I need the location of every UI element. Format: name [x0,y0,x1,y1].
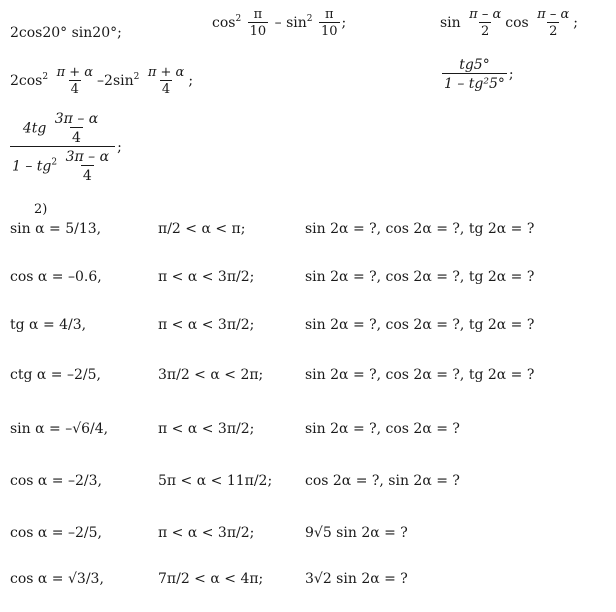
row-angle-range: 5π < α < 11π/2; [158,473,273,489]
expr-text: 2cos20° sin20°; [10,25,122,41]
row-task: sin 2α = ?, cos 2α = ?, tg 2α = ? [305,317,535,333]
row-task: 9√5 sin 2α = ? [305,525,408,541]
expr-cos2-sin2: $\cos^2$ $\frac{\pi}{10}$ – $\sin^2$ $\frac{\pi}{10}$ ; [212,7,347,39]
expr-4tg-fraction: 4tg $\frac{3\pi - \alpha}{4}$ $1 - tg^2$ $\frac{3\pi - \alpha}{4}$ ; [12,111,122,184]
row-given-condition: cos α = –2/3, [10,473,102,489]
row-angle-range: π/2 < α < π; [158,221,246,237]
row-angle-range: π < α < 3π/2; [158,525,255,541]
row-given-condition: tg α = 4/3, [10,317,87,333]
expr-2cos2-2sin2: $2\cos^2$ $\frac{\pi + \alpha}{4}$ $-2\sin^2$ $\frac{\pi + \alpha}{4}$ ; [10,65,194,97]
row-given-condition: ctg α = –2/5, [10,367,101,383]
row-task: sin 2α = ?, cos 2α = ?, tg 2α = ? [305,367,535,383]
row-task: cos 2α = ?, sin 2α = ? [305,473,460,489]
row-angle-range: 3π/2 < α < 2π; [158,367,264,383]
row-given-condition: sin α = –√6/4, [10,421,109,437]
expr-sin-cos-half: sin $\frac{\pi - \alpha}{2}$ cos $\frac{\pi - \alpha}{2}$ ; [440,7,578,39]
expr-2cos20-sin20 [10,26,122,40]
row-given-condition: cos α = –2/5, [10,525,102,541]
row-given-condition: cos α = √3/3, [10,571,104,587]
row-task: 3√2 sin 2α = ? [305,571,408,587]
row-given-condition: cos α = –0.6, [10,269,102,285]
row-angle-range: π < α < 3π/2; [158,317,255,333]
row-angle-range: π < α < 3π/2; [158,421,255,437]
row-given-condition: sin α = 5/13, [10,221,102,237]
row-task: sin 2α = ?, cos 2α = ?, tg 2α = ? [305,221,535,237]
row-task: sin 2α = ?, cos 2α = ? [305,421,460,437]
row-task: sin 2α = ?, cos 2α = ?, tg 2α = ? [305,269,535,285]
expr-tg5-fraction: $\frac{tg5^\circ}{\text{1 – tg²5°}}$ ; [444,57,514,92]
section-label-2: 2) [34,202,48,217]
row-angle-range: π < α < 3π/2; [158,269,255,285]
row-angle-range: 7π/2 < α < 4π; [158,571,264,587]
